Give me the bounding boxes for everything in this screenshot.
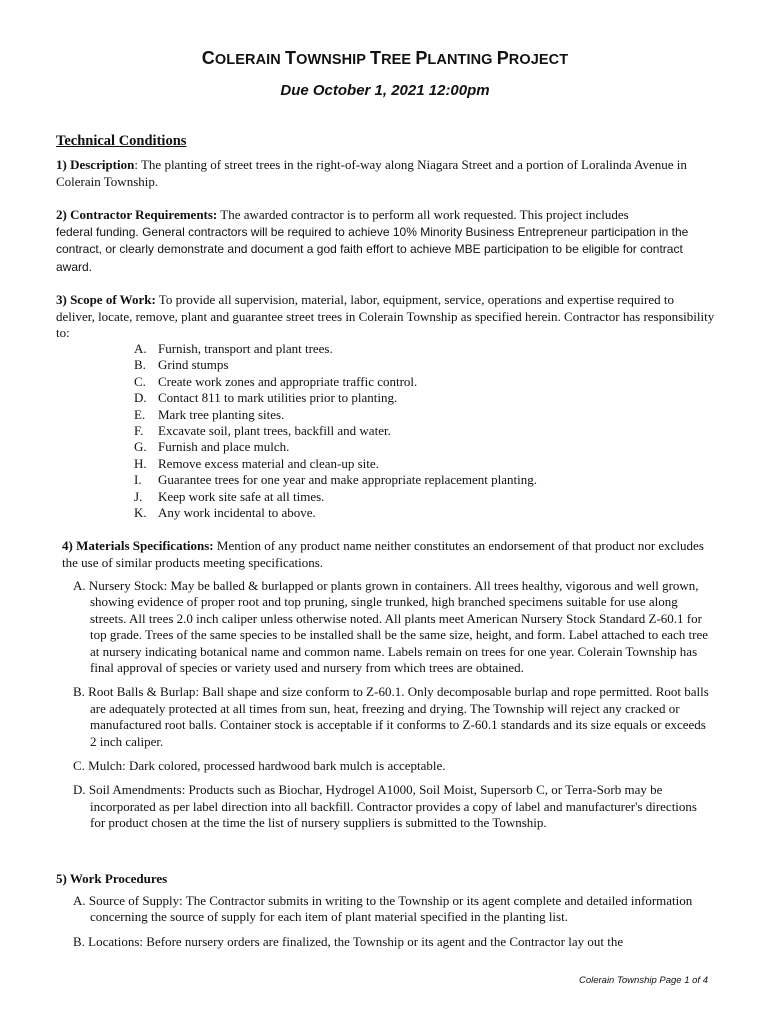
description-paragraph [56,157,716,190]
list-item: J. Keep work site safe at all times. [134,488,325,504]
scope-paragraph [56,292,716,342]
list-item: H. Remove excess material and clean-up site. [134,455,379,471]
materials-paragraph [62,538,712,571]
document-title [0,48,770,69]
materials-text: Mention of any product name neither constitutes an endorsement of that product nor excludes the use of similar products meeting specifications. [62,538,704,570]
list-item: G. Furnish and place mulch. [134,439,290,455]
page-footer: Colerain Township Page 1 of 4 [578,975,708,986]
list-item: C. Mulch: Dark colored, processed hardwood bark mulch is acceptable. [73,758,446,774]
description-label: 1) Description [56,157,135,172]
list-item: D. Contact 811 to mark utilities prior to planting. [134,390,398,406]
title-word: PLANTING [415,48,497,68]
scope-list [134,341,734,521]
work-procedures-list [73,893,713,958]
list-item: C. Create work zones and appropriate traffic control. [134,373,418,389]
list-item: K. Any work incidental to above. [134,505,316,521]
list-item: B. Root Balls & Burlap: Ball shape and size conform to Z-60.1. Only decomposable burlap and rope permitted. Root balls are adequately protected at all times from sun, heat, freezing and drying. The Township will reject any cracked or manufactured root balls. Container stock is acceptable if it conforms to Z-60.1 standards and its size equals or exceeds 2 inch caliper. [73,684,709,749]
contractor-paragraph [56,207,716,276]
title-word: COLERAIN [201,48,285,68]
description-text: : The planting of street trees in the right-of-way along Niagara Street and a portion of Loralinda Avenue in Colerain Township. [56,157,687,189]
section-heading: Technical Conditions [56,133,187,149]
list-item: A. Source of Supply: The Contractor submits in writing to the Township or its agent complete and detailed information concerning the source of supply for each item of plant material specified in the planting list. [73,893,693,925]
materials-label: 4) Materials Specifications: [62,538,214,553]
contractor-funding-text: federal funding. General contractors will be required to achieve 10% Minority Business Entrepreneur participation in the contract, or clearly demonstrate and document a god faith effort to achieve MBE participation to be eligible for contract award. [56,224,689,274]
list-item: A. Furnish, transport and plant trees. [134,341,333,356]
list-item: A. Nursery Stock: May be balled & burlapped or plants grown in containers. All trees healthy, vigorous and well grown, showing evidence of proper root and top pruning, single trunked, high branched specimens suitable for use along streets. All trees 2.0 inch caliper unless otherwise noted. All plants meet American Nursery Stock Standard Z-60.1 for top grade. Trees of the same species to be installed shall be the same size, height, and form. Label attached to each tree at nursery indicating botanical name and common name. Labels remain on trees for one year. Colerain Township has final approval of species or variety used and nursery from which trees are obtained. [73,578,709,676]
due-date: Due October 1, 2021 12:00pm [280,82,490,99]
list-item: D. Soil Amendments: Products such as Biochar, Hydrogel A1000, Soil Moist, Supersorb C, or Terra-Sorb may be incorporated as per label direction into all backfill. Contractor provides a copy of label and manufacturer's directions for product chosen at the time the list of nursery suppliers is submitted to the Township. [73,782,697,831]
list-item: B. Grind stumps [134,357,229,373]
list-item: E. Mark tree planting sites. [134,406,285,422]
title-word: TOWNSHIP [284,48,370,68]
list-item: I. Guarantee trees for one year and make appropriate replacement planting. [134,472,537,488]
materials-list [73,578,713,840]
contractor-text: The awarded contractor is to perform all work requested. This project includes [217,207,629,222]
title-word: TREE [369,48,416,68]
list-item: F. Excavate soil, plant trees, backfill and water. [134,423,391,439]
scope-label: 3) Scope of Work: [56,292,156,307]
contractor-label: 2) Contractor Requirements: [56,207,218,222]
title-word: PROJECT [496,48,569,68]
list-item: B. Locations: Before nursery orders are finalized, the Township or its agent and the Contractor lay out the [73,933,624,949]
scope-text: To provide all supervision, material, labor, equipment, service, operations and expertise required to deliver, locate, remove, plant and guarantee street trees in Colerain Township as specified herein. Contractor has responsibility to: [56,292,715,340]
work-procedures-heading: 5) Work Procedures [56,871,168,886]
